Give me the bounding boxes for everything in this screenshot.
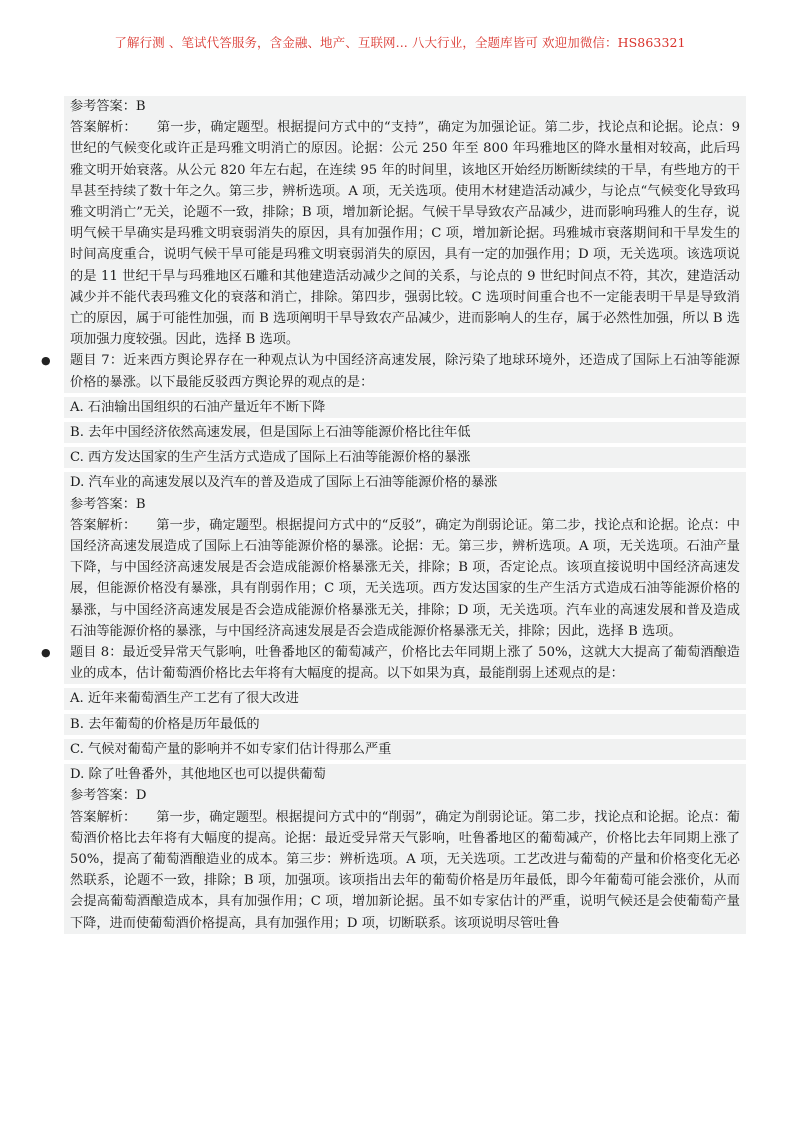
reference-answer: 参考答案：D (70, 788, 147, 804)
question-7 (41, 350, 746, 392)
option-c: C. 西方发达国家的生产生活方式造成了国际上石油等能源价格的暴涨 (64, 447, 746, 468)
option-a: A. 石油输出国组织的石油产量近年不断下降 (64, 397, 746, 418)
document-content (41, 96, 746, 934)
bullet-icon: ● (41, 354, 51, 368)
option-b: B. 去年葡萄的价格是历年最低的 (64, 714, 746, 735)
answer-block-q8 (64, 764, 746, 934)
reference-answer: 参考答案：B (70, 99, 146, 114)
option-b: B. 去年中国经济依然高速发展，但是国际上石油等能源价格比往年低 (64, 422, 746, 443)
answer-block-q7 (64, 472, 746, 642)
question-8 (41, 642, 746, 684)
question-stem: 题目 8：最近受异常天气影响，吐鲁番地区的葡萄减产，价格比去年同期上涨了 50%，这就大大提高了葡萄酒酿造业的成本，估计葡萄酒价格比去年将有大幅度的提高。以下如果为真，最能削弱上述观点的是： (64, 642, 746, 684)
answer-analysis: 答案解析： 第一步，确定题型。根据提问方式中的“削弱”，确定为削弱论证。第二步，找论点和论据。论点：葡萄酒价格比去年将有大幅度的提高。论据：最近受异常天气影响，吐鲁番地区的葡萄减产，价格比去年同期上涨了 50%，提高了葡萄酒酿造业的成本。第三步：辨析选项。A 项，无关选项。工艺改进与葡萄的产量和价格变化无必然联系，论题不一致，排除；B 项，加强项。该项指出去年的葡萄价格是历年最低，即今年葡萄可能会涨价，从而会提高葡萄酒酿造成本，具有加强作用；C 项，增加新论据。虽不如专家估计的严重，说明气候还是会使葡萄产量下降，进而使葡萄酒价格提高，具有加强作用；D 项，切断联系。该项说明尽管吐鲁 (70, 809, 740, 931)
option-a: A. 近年来葡萄酒生产工艺有了很大改进 (64, 688, 746, 709)
bullet-icon: ● (41, 646, 51, 660)
answer-block-q6 (64, 96, 746, 350)
reference-answer: 参考答案：B (70, 496, 146, 512)
option-c: C. 气候对葡萄产量的影响并不如专家们估计得那么严重 (64, 739, 746, 760)
answer-analysis: 答案解析： 第一步，确定题型。根据提问方式中的“支持”，确定为加强论证。第二步，找论点和论据。论点：9 世纪的气候变化或许正是玛雅文明消亡的原因。论据：公元 250 年至 800 年玛雅地区的降水量相对较高，此后玛雅文明开始衰落。从公元 820 年左右起，在连续 95 年的时间里，该地区开始经历断断续续的干旱，有些地方的干旱甚至持续了数十年之久。第三步，辨析选项。A 项，无关选项。使用木材建造活动减少，与论点“气候变化导致玛雅文明消亡”无关，论题不一致，排除；B 项，增加新论据。气候干旱导致农产品减少，进而影响玛雅人的生存，说明气候干旱确实是玛雅文明衰弱消失的原因，具有加强作用；C 项，增加新论据。玛雅城市衰落期间和干旱发生的时间高度重合，说明气候干旱可能是玛雅文明衰弱消失的原因，具有一定的加强作用；D 项，无关选项。该选项说的是 11 世纪干旱与玛雅地区石雕和其他建造活动减少之间的关系，与论点的 9 世纪时间点不符，其次，建造活动减少并不能代表玛雅文化的衰落和消亡，排除。第四步，强弱比较。C 选项时间重合也不一定能表明干旱是导致消亡的原因，属于可能性加强，而 B 选项阐明干旱导致农产品减少，进而影响人的生存，属于必然性加强，所以 B 选项加强力度较强。因此，选择 B 选项。 (70, 120, 740, 348)
option-d: D. 除了吐鲁番外，其他地区也可以提供葡萄 (70, 767, 326, 783)
option-d: D. 汽车业的高速发展以及汽车的普及造成了国际上石油等能源价格的暴涨 (70, 475, 498, 491)
contact-banner: 了解行测 、笔试代答服务，含金融、地产、互联网... 八大行业，全题库皆可 欢迎加微信：HS863321 (114, 35, 686, 50)
answer-analysis: 答案解析： 第一步，确定题型。根据提问方式中的“反驳”，确定为削弱论证。第二步，找论点和论据。论点：中国经济高速发展造成了国际上石油等能源价格的暴涨。论据：无。第三步，辨析选项。A 项，无关选项。石油产量下降，与中国经济高速发展是否会造成能源价格暴涨无关，排除；B 项，否定论点。该项直接说明中国经济高速发展，但能源价格没有暴涨，具有削弱作用；C 项，无关选项。西方发达国家的生产生活方式造成石油等能源价格的暴涨，与中国经济高速发展是否会造成能源价格暴涨无关，排除；D 项，无关选项。汽车业的高速发展和普及造成石油等能源价格的暴涨，与中国经济高速发展是否会造成能源价格暴涨无关，排除；因此，选择 B 选项。 (70, 517, 740, 639)
question-stem: 题目 7：近来西方舆论界存在一种观点认为中国经济高速发展，除污染了地球环境外，还造成了国际上石油等能源价格的暴涨。以下最能反驳西方舆论界的观点的是： (64, 350, 746, 392)
